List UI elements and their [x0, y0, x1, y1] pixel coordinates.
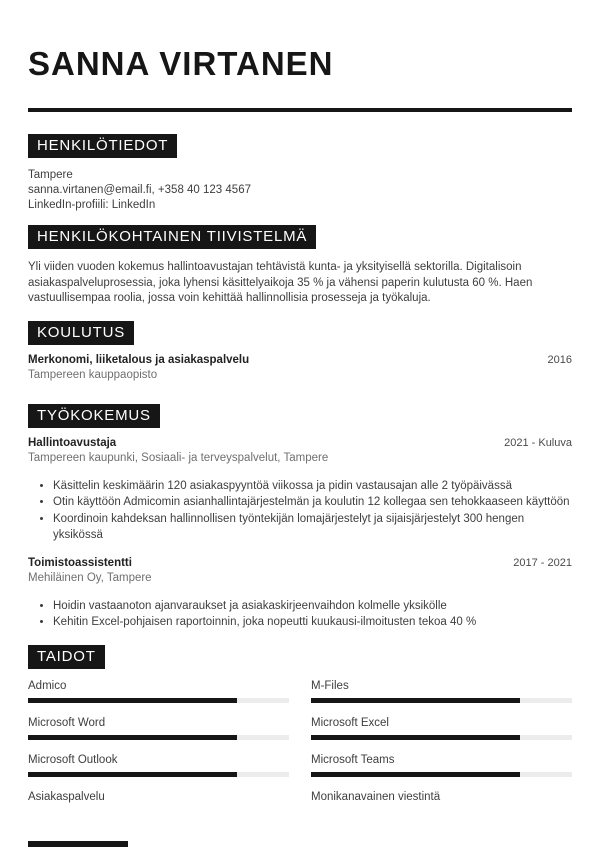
job-bullet-list: [36, 478, 572, 544]
skill-bar-track: [28, 735, 289, 740]
skill-item: [28, 754, 289, 777]
summary-text: Yli viiden vuoden kokemus hallintoavustajan tehtävistä kunta- ja yksityisellä sektorilla. Digitalisoin asiakaspalveluprosessia, joka lyhensi käsittelyaikoja 35 % ja vähensi paperin kulutusta 60 %. Haen vastuullisempaa roolia, jossa voin kehittää hallinnollisia prosesseja ja työkaluja.: [28, 261, 533, 304]
education-year: 2016: [547, 353, 572, 366]
skill-item: [28, 680, 289, 703]
section-skills: [28, 645, 572, 817]
section-header-henkilotiedot: HENKILÖTIEDOT: [28, 134, 177, 158]
job-organization: Mehiläinen Oy, Tampere: [28, 571, 152, 584]
skill-bar-fill: [28, 698, 237, 703]
section-work: [28, 404, 572, 631]
header-divider: [28, 108, 572, 112]
section-header-koulutus: KOULUTUS: [28, 321, 134, 345]
job-role: Toimistoassistentti: [28, 556, 132, 569]
education-entry: [28, 354, 572, 367]
skill-bar-track: [311, 735, 572, 740]
skill-name: Asiakaspalvelu: [28, 790, 105, 803]
job-bullet: • Otin käyttöön Admicomin asianhallintajärjestelmän ja koulutin 12 kollegaa sen tehokkaaseen käyttöön: [53, 494, 572, 511]
skill-item: [311, 754, 572, 777]
contact-location: Tampere: [28, 169, 73, 181]
skill-item: [28, 717, 289, 740]
contact-block: [28, 168, 572, 213]
skill-item: [28, 791, 289, 803]
education-degree: Merkonomi, liiketalous ja asiakaspalvelu: [28, 353, 250, 366]
skill-item: [311, 680, 572, 703]
skill-bar-track: [311, 772, 572, 777]
skill-name: Monikanavainen viestintä: [311, 790, 441, 803]
job-bullet: • Hoidin vastaanoton ajanvaraukset ja asiakaskirjeenvaihdon kolmelle yksikölle: [53, 598, 572, 615]
job-entry: [28, 557, 572, 631]
skill-name: Microsoft Excel: [311, 716, 389, 729]
skill-name: Microsoft Word: [28, 716, 106, 729]
job-dates: 2017 - 2021: [513, 556, 572, 569]
section-header-taidot: TAIDOT: [28, 645, 105, 669]
skill-item: [311, 791, 572, 803]
skill-bar-track: [28, 698, 289, 703]
skills-grid: [28, 680, 572, 817]
education-school: Tampereen kauppaopisto: [28, 368, 158, 381]
job-bullet: • Kehitin Excel-pohjaisen raportoinnin, joka nopeutti kuukausi-ilmoitusten tekoa 40 %: [53, 614, 572, 631]
job-bullet: • Käsittelin keskimäärin 120 asiakaspyyntöä viikossa ja pidin vastausajan alle 2 työpäivässä: [53, 478, 572, 495]
contact-email-phone: sanna.virtanen@email.fi, +358 40 123 4567: [28, 184, 251, 196]
skill-item: [311, 717, 572, 740]
skill-bar-fill: [311, 698, 520, 703]
job-role: Hallintoavustaja: [28, 436, 117, 449]
skill-bar-fill: [28, 735, 237, 740]
contact-linkedin: LinkedIn-profiili: LinkedIn: [28, 199, 156, 211]
skill-bar-track: [28, 772, 289, 777]
section-header-tyokokemus: TYÖKOKEMUS: [28, 404, 160, 428]
next-section-header-cutoff: [28, 841, 128, 847]
section-summary: [28, 225, 572, 307]
job-bullet: • Koordinoin kahdeksan hallinnollisen työntekijän lomajärjestelyt ja sijaisjärjestelyt 300 hengen yksikössä: [53, 511, 572, 544]
skill-bar-fill: [28, 772, 237, 777]
job-bullet-list: [36, 598, 572, 631]
job-dates: 2021 - Kuluva: [504, 436, 572, 449]
skill-name: M-Files: [311, 679, 349, 692]
skill-bar-fill: [311, 772, 520, 777]
skill-name: Admico: [28, 679, 67, 692]
skill-bar-fill: [311, 735, 520, 740]
skill-bar-track: [311, 698, 572, 703]
skill-name: Microsoft Outlook: [28, 753, 118, 766]
section-header-tiivistelma: HENKILÖKOHTAINEN TIIVISTELMÄ: [28, 225, 316, 249]
job-entry: [28, 437, 572, 544]
job-organization: Tampereen kaupunki, Sosiaali- ja terveyspalvelut, Tampere: [28, 451, 329, 464]
section-education: [28, 321, 572, 382]
skill-name: Microsoft Teams: [311, 753, 395, 766]
section-personal: [28, 134, 572, 213]
candidate-name: SANNA VIRTANEN: [28, 45, 334, 82]
